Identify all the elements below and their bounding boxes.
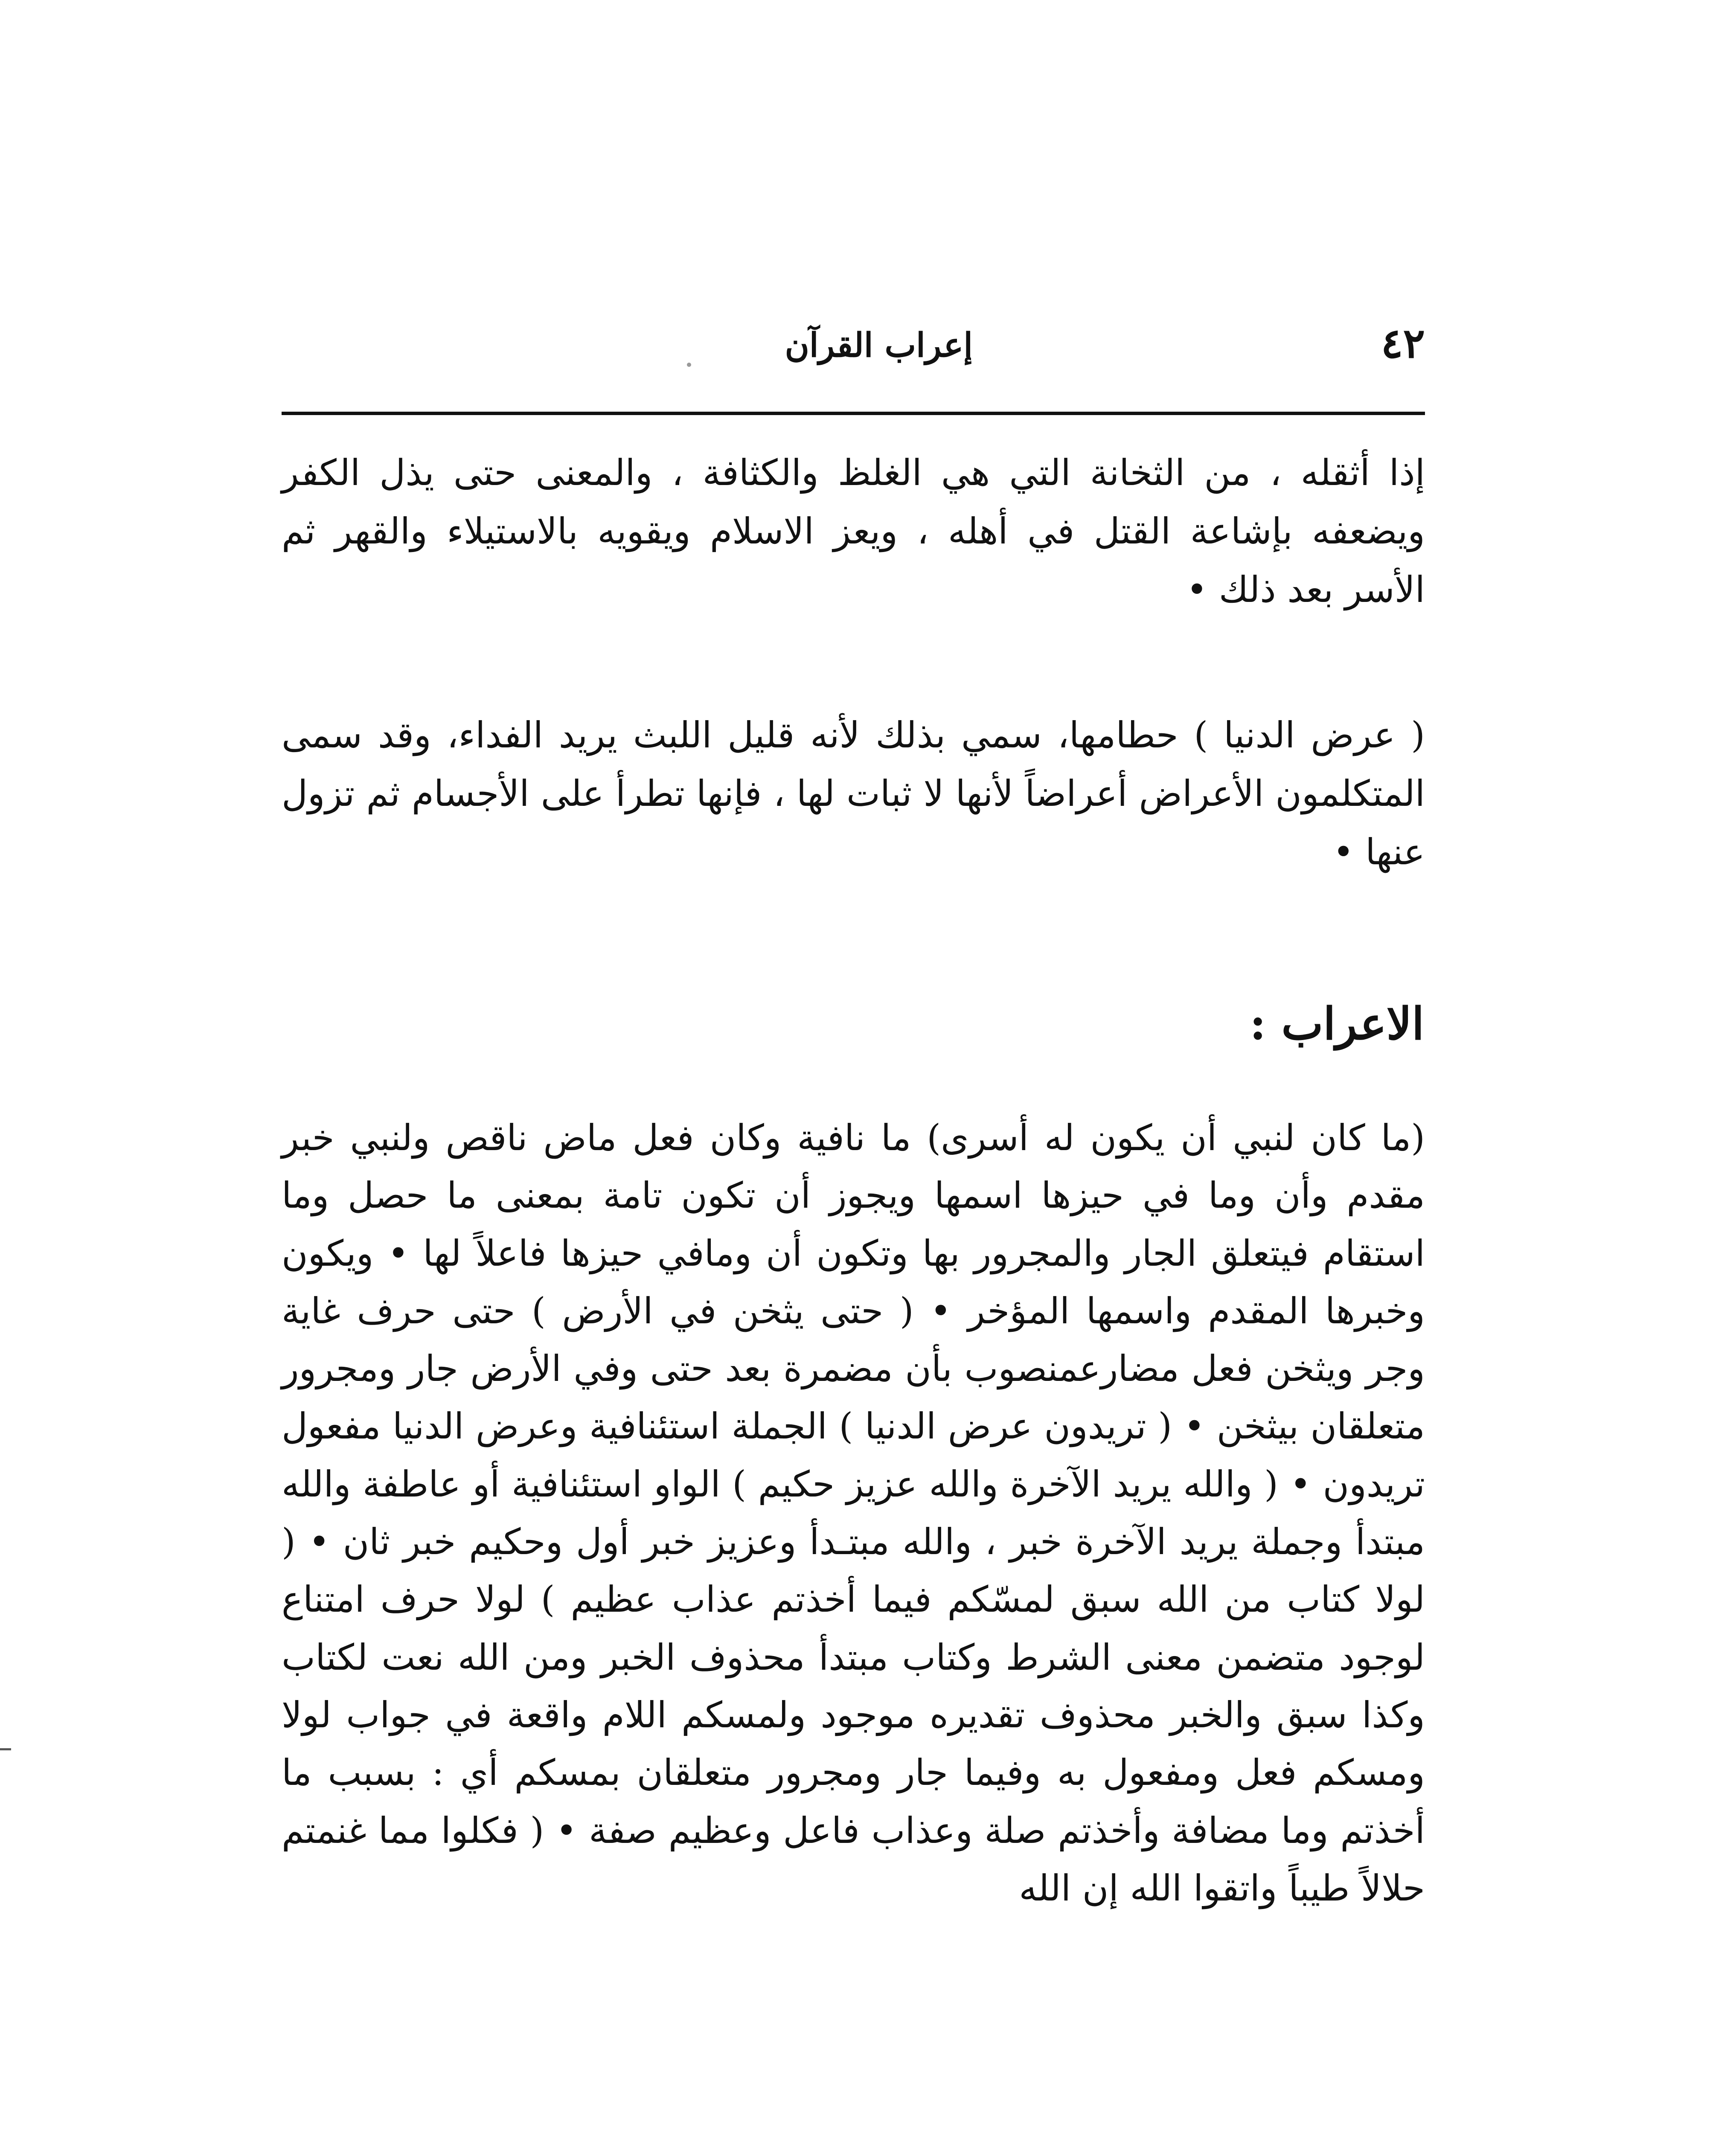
- paragraph-parsing: (ما كان لنبي أن يكون له أسرى) ما نافية وكان فعل ماض ناقص ولنبي خبر مقدم وأن وما في حيزها اسمها ويجوز أن تكون تامة بمعنى ما حصل وما استقام فيتعلق الجار والمجرور بها وتكون أن ومافي حيزها فاعلاً لها • ويكون وخبرها المقدم واسمها المؤخر • ( حتى يثخن في الأرض ) حتى حرف غاية وجر ويثخن فعل مضارعمنصوب بأن مضمرة بعد حتى وفي الأرض جار ومجرور متعلقان بيثخن • ( تريدون عرض الدنيا ) الجملة استئنافية وعرض الدنيا مفعول تريدون • ( والله يريد الآخرة والله عزيز حكيم ) الواو استئنافية أو عاطفة والله مبتدأ وجملة يريد الآخرة خبر ، والله مبتـدأ وعزيز خبر أول وحكيم خبر ثان • ( لولا كتاب من الله سبق لمسّكم فيما أخذتم عذاب عظيم ) لولا حرف امتناع لوجود متضمن معنى الشرط وكتاب مبتدأ محذوف الخبر ومن الله نعت لكتاب وكذا سبق والخبر محذوف تقديره موجود ولمسكم اللام واقعة في جواب لولا ومسكم فعل ومفعول به وفيما جار ومجرور متعلقان بمسكم أي : بسبب ما أخذتم وما مضافة وأخذتم صلة وعذاب فاعل وعظيم صفة • ( فكلوا مما غنمتم حلالاً طيباً واتقوا الله إن الله: [282, 1117, 1425, 1909]
- margin-mark: [0, 1748, 11, 1750]
- paragraph-explanation-1: إذا أثقله ، من الثخانة التي هي الغلظ والكثافة ، والمعنى حتى يذل الكفر ويضعفه بإشاعة القتل في أهله ، ويعز الاسلام ويقويه بالاستيلاء والقهر ثم الأسر بعد ذلك •: [282, 452, 1425, 610]
- section-heading: الاعراب :: [1249, 997, 1424, 1050]
- paragraph-explanation-2: ( عرض الدنيا ) حطامها، سمي بذلك لأنه قليل اللبث يريد الفداء، وقد سمى المتكلمون الأعراض أعراضاً لأنها لا ثبات لها ، فإنها تطرأ على الأجسام ثم تزول عنها •: [282, 714, 1425, 873]
- page-number: ٤٢: [1381, 319, 1425, 367]
- page-header: [282, 305, 1425, 403]
- paper-speck: [687, 363, 691, 367]
- running-title: إعراب القرآن: [785, 326, 973, 365]
- header-divider: [282, 412, 1425, 415]
